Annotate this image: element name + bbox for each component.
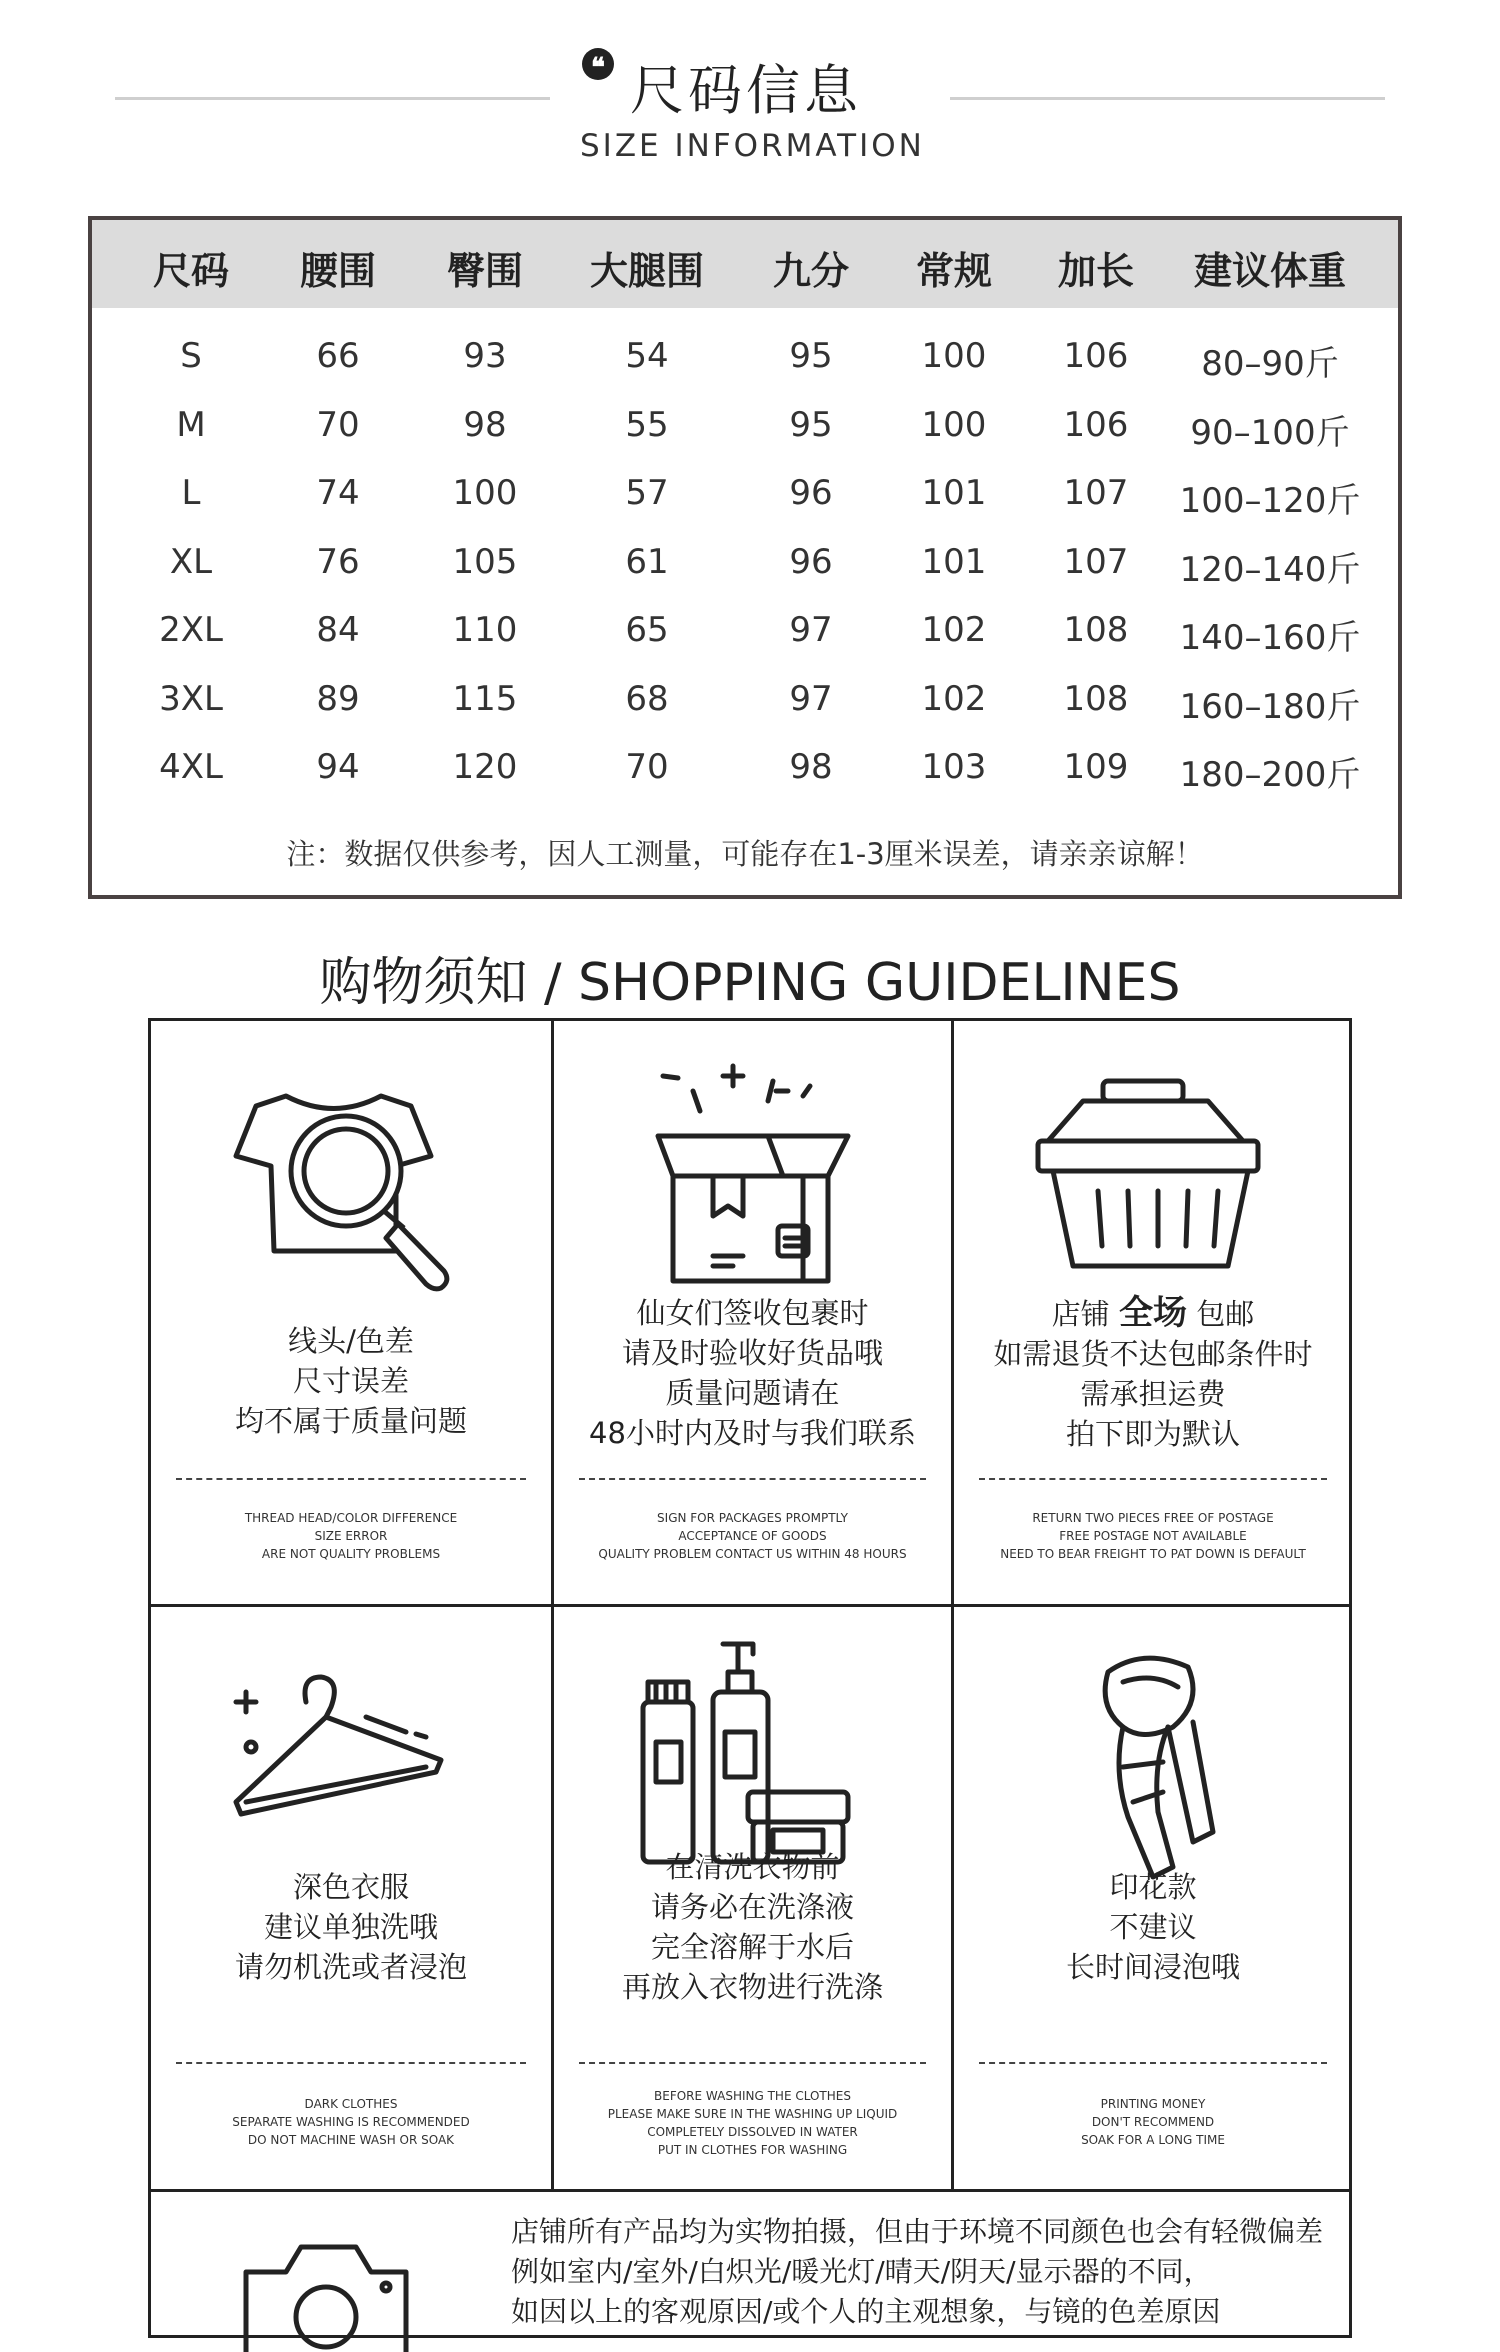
tshirt-magnifier-icon	[226, 1066, 476, 1296]
section-title-guidelines: 购物须知 / SHOPPING GUIDELINES	[319, 953, 1181, 1013]
open-box-icon	[628, 1056, 878, 1296]
table-cell: 101	[921, 473, 987, 513]
text-line: DO NOT MACHINE WASH OR SOAK	[247, 2133, 455, 2147]
column-header: 加长	[1057, 249, 1135, 293]
text-line: 拍下即为默认	[1065, 1417, 1240, 1451]
header-divider-right	[950, 97, 1385, 100]
table-cell: 80–90斤	[1201, 344, 1339, 384]
table-cell: 84	[316, 610, 360, 650]
table-cell: 107	[1063, 473, 1129, 513]
table-cell: 2XL	[159, 610, 223, 650]
text-line: DARK CLOTHES	[304, 2097, 398, 2111]
text-line: SIGN FOR PACKAGES PROMPTLY	[657, 1511, 848, 1525]
table-cell: 103	[921, 747, 987, 787]
table-cell: L	[181, 473, 201, 513]
table-cell: 95	[789, 404, 833, 445]
table-cell: 89	[316, 678, 360, 719]
camera-icon	[236, 2232, 416, 2352]
guideline-text-en	[954, 2095, 1352, 2149]
table-cell: 65	[625, 610, 669, 650]
table-cell: 93	[463, 336, 507, 376]
table-cell: M	[176, 404, 206, 445]
text-line: COMPLETELY DISSOLVED IN WATER	[647, 2125, 858, 2139]
guideline-text-en	[151, 2095, 551, 2149]
table-cell: 102	[921, 678, 987, 719]
table-cell: 100–120斤	[1179, 481, 1361, 521]
table-cell: 180–200斤	[1179, 755, 1361, 795]
text-line: 如需退货不达包邮条件时	[993, 1337, 1313, 1371]
table-cell: S	[180, 336, 202, 376]
dashed-divider	[579, 2062, 926, 2064]
table-cell: 106	[1063, 404, 1129, 445]
table-cell: 61	[625, 541, 669, 582]
table-row	[92, 530, 1398, 598]
dashed-divider	[176, 2062, 526, 2064]
text-line: 需承担运费	[1080, 1377, 1226, 1411]
text-line: 在清洗衣物前	[665, 1850, 840, 1884]
table-cell: 105	[452, 541, 518, 582]
guideline-text-en	[554, 1509, 951, 1563]
section-title-size: 尺码信息	[630, 59, 862, 122]
text-line: NEED TO BEAR FREIGHT TO PAT DOWN IS DEFAULT	[1000, 1547, 1306, 1561]
text-line: PUT IN CLOTHES FOR WASHING	[657, 2143, 848, 2157]
guideline-text-cn	[554, 1847, 951, 2007]
text-line: 线头/色差	[288, 1324, 414, 1358]
table-cell: 100	[921, 404, 987, 445]
guideline-text-en	[954, 1509, 1352, 1563]
table-cell: 120–140斤	[1179, 549, 1361, 590]
text-line: 请勿机洗或者浸泡	[234, 1950, 467, 1984]
text-line: 完全溶解于水后	[650, 1930, 854, 1964]
table-cell: 96	[789, 541, 833, 582]
table-cell: 98	[463, 404, 507, 445]
text-line: ARE NOT QUALITY PROBLEMS	[261, 1547, 441, 1561]
text-line: QUALITY PROBLEM CONTACT US WITHIN 48 HOURS	[598, 1547, 907, 1561]
table-cell: 66	[316, 336, 360, 376]
guidelines-grid	[148, 1018, 1352, 2338]
table-row	[92, 461, 1398, 529]
column-header: 臀围	[446, 249, 524, 293]
photo-note-text	[511, 2212, 1331, 2332]
text-line: 店铺所有产品均为实物拍摄，但由于环境不同颜色也会有轻微偏差	[511, 2215, 1324, 2248]
table-row	[92, 735, 1398, 803]
dashed-divider	[579, 1478, 926, 1480]
table-row	[92, 324, 1398, 392]
guideline-cell	[151, 1021, 551, 1604]
table-cell: 70	[625, 747, 669, 787]
table-cell: 74	[316, 473, 360, 513]
guideline-text-cn	[151, 1321, 551, 1441]
table-cell: 102	[921, 610, 987, 650]
table-cell: 94	[316, 747, 360, 787]
dashed-divider	[979, 2062, 1327, 2064]
table-row	[92, 598, 1398, 666]
text-fragment-emphasis: 全场	[1119, 1293, 1187, 1333]
shopping-basket-icon	[1028, 1071, 1278, 1291]
text-line: 质量问题请在	[665, 1376, 840, 1410]
text-line: 不建议	[1109, 1910, 1197, 1944]
text-line: SIZE ERROR	[314, 1529, 388, 1543]
text-line: RETURN TWO PIECES FREE OF POSTAGE	[1032, 1511, 1274, 1525]
table-cell: 96	[789, 473, 833, 513]
table-cell: 54	[625, 336, 669, 376]
guideline-cell	[554, 1607, 951, 2189]
table-cell: 100	[921, 336, 987, 376]
text-line: 建议单独洗哦	[263, 1910, 438, 1944]
table-cell: XL	[169, 541, 213, 582]
table-cell: 70	[316, 404, 360, 445]
guideline-cell	[954, 1021, 1352, 1604]
header-divider-left	[115, 97, 550, 100]
table-cell: 68	[625, 678, 669, 719]
dashed-divider	[979, 1478, 1327, 1480]
table-cell: 4XL	[159, 747, 223, 787]
guideline-text-en	[151, 1509, 551, 1563]
guideline-text-en	[554, 2087, 951, 2159]
table-cell: 109	[1063, 747, 1129, 787]
column-header: 常规	[915, 249, 993, 293]
column-header: 尺码	[152, 249, 230, 293]
scarf-icon	[1053, 1642, 1253, 1882]
text-line: 如因以上的客观原因/或个人的主观想象，与镜的色差原因	[511, 2295, 1221, 2328]
text-line: PLEASE MAKE SURE IN THE WASHING UP LIQUID	[607, 2107, 898, 2121]
table-row	[92, 393, 1398, 461]
text-fragment: 包邮	[1187, 1297, 1255, 1331]
table-cell: 106	[1063, 336, 1129, 376]
table-cell: 101	[921, 541, 987, 582]
column-header: 腰围	[299, 249, 377, 293]
table-cell: 120	[452, 747, 518, 787]
section-subtitle-size: SIZE INFORMATION	[580, 128, 925, 164]
text-line: 请务必在洗涤液	[650, 1890, 854, 1924]
clothes-hanger-icon	[226, 1662, 476, 1862]
table-cell: 160–180斤	[1179, 686, 1361, 727]
text-line: 再放入衣物进行洗涤	[621, 1970, 883, 2004]
table-row	[92, 667, 1398, 735]
table-cell: 115	[452, 678, 518, 719]
text-line: 均不属于质量问题	[234, 1404, 467, 1438]
guideline-text-cn	[554, 1293, 951, 1453]
guideline-text-cn	[151, 1867, 551, 1987]
photo-note-cell	[151, 2192, 1349, 2342]
guideline-text-cn	[954, 1867, 1352, 1987]
guideline-text-cn	[954, 1293, 1352, 1454]
table-cell: 55	[625, 404, 669, 445]
table-cell: 57	[625, 473, 669, 513]
text-line: 例如室内/室外/白炽光/暖光灯/晴天/阴天/显示器的不同，	[511, 2255, 1212, 2288]
text-line	[954, 1293, 1352, 1334]
text-line: SEPARATE WASHING IS RECOMMENDED	[232, 2115, 470, 2129]
text-line: SOAK FOR A LONG TIME	[1081, 2133, 1225, 2147]
text-line: 深色衣服	[292, 1870, 409, 1904]
table-cell: 97	[789, 610, 833, 650]
table-cell: 110	[452, 610, 518, 650]
text-line: THREAD HEAD/COLOR DIFFERENCE	[244, 1511, 458, 1525]
size-table-header	[92, 220, 1398, 308]
dashed-divider	[176, 1478, 526, 1480]
table-cell: 140–160斤	[1179, 618, 1361, 658]
text-line: FREE POSTAGE NOT AVAILABLE	[1059, 1529, 1247, 1543]
text-line: 仙女们签收包裹时	[636, 1296, 869, 1330]
size-table	[88, 216, 1402, 899]
table-cell: 107	[1063, 541, 1129, 582]
text-line: 尺寸误差	[292, 1364, 409, 1398]
guideline-cell	[954, 1607, 1352, 2189]
text-line: DON'T RECOMMEND	[1091, 2115, 1215, 2129]
guideline-cell	[151, 1607, 551, 2189]
quote-icon: ❝	[582, 48, 614, 80]
text-line: 印花款	[1109, 1870, 1197, 1904]
table-cell: 76	[316, 541, 360, 582]
column-header: 建议体重	[1193, 249, 1347, 293]
table-cell: 98	[789, 747, 833, 787]
text-line: BEFORE WASHING THE CLOTHES	[654, 2089, 851, 2103]
table-cell: 3XL	[159, 678, 223, 719]
table-cell: 90–100斤	[1190, 412, 1350, 453]
text-line: ACCEPTANCE OF GOODS	[678, 1529, 827, 1543]
column-header: 九分	[772, 249, 850, 293]
column-header: 大腿围	[589, 249, 705, 293]
table-cell: 95	[789, 336, 833, 376]
text-line: 48小时内及时与我们联系	[589, 1416, 916, 1450]
table-cell: 108	[1063, 678, 1129, 719]
guideline-cell	[554, 1021, 951, 1604]
text-line: 长时间浸泡哦	[1065, 1950, 1240, 1984]
size-table-note: 注：数据仅供参考，因人工测量，可能存在1-3厘米误差，请亲亲谅解！	[286, 837, 1204, 871]
text-line: PRINTING MONEY	[1100, 2097, 1206, 2111]
table-cell: 108	[1063, 610, 1129, 650]
detergent-bottles-icon	[628, 1632, 878, 1872]
table-cell: 97	[789, 678, 833, 719]
table-cell: 100	[452, 473, 518, 513]
text-line: 请及时验收好货品哦	[621, 1336, 883, 1370]
text-fragment: 店铺	[1051, 1297, 1119, 1331]
